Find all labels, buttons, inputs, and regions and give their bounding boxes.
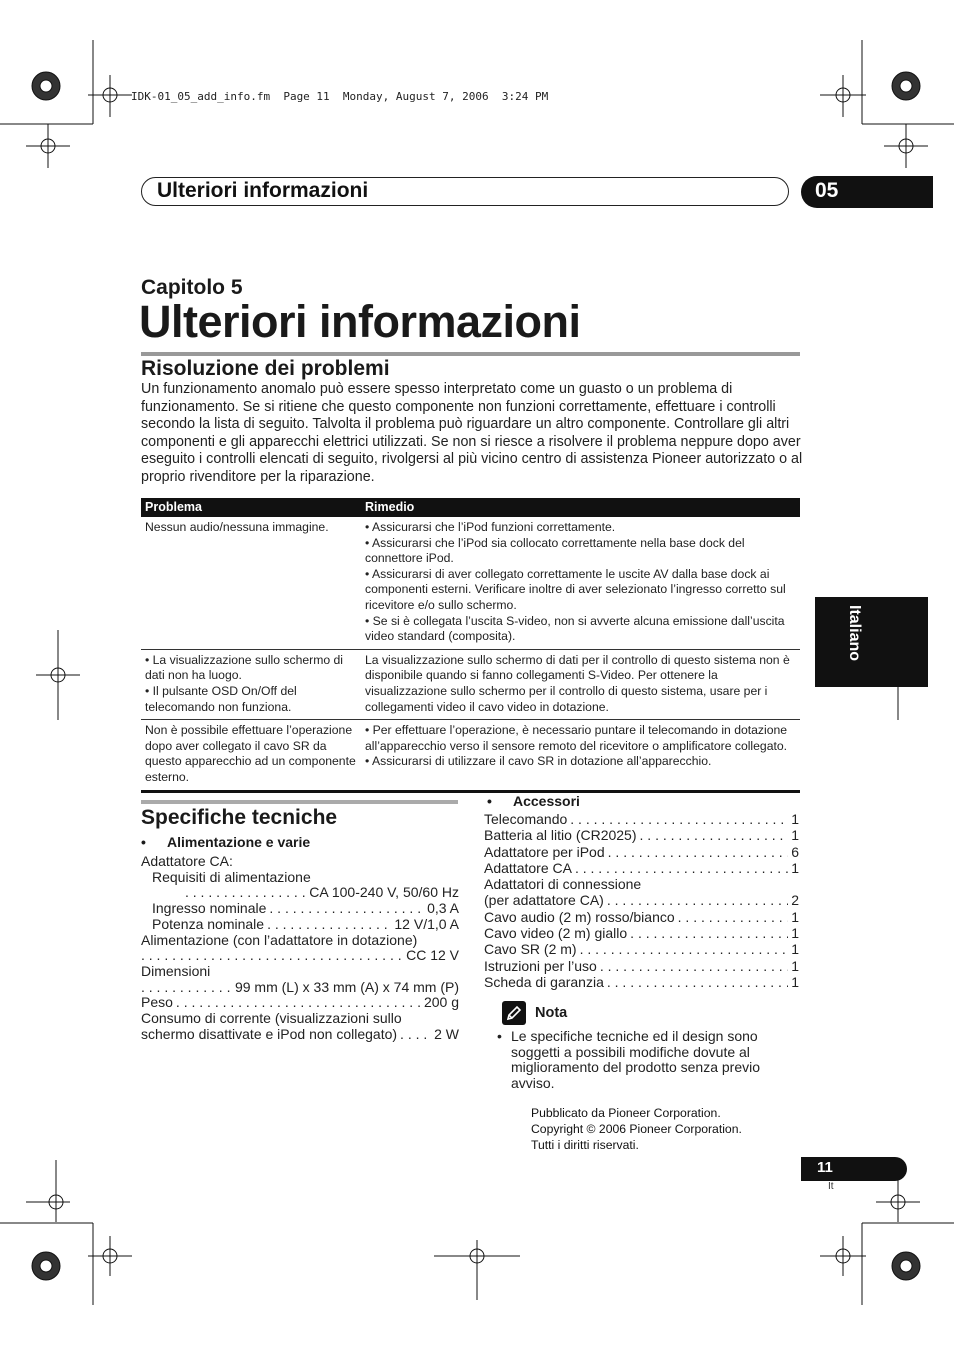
chapter-label: Capitolo 5 bbox=[141, 276, 243, 299]
accessory-label: Adattatore per iPod bbox=[484, 843, 605, 860]
accessory-row bbox=[484, 860, 799, 876]
accessories-heading: Accessori bbox=[513, 793, 580, 809]
language-tab-label: Italiano bbox=[846, 605, 863, 662]
accessory-row bbox=[484, 811, 799, 827]
problem-text: • La visualizzazione sullo schermo di dati non ha luogo. bbox=[145, 652, 344, 683]
troubleshooting-heading: Risoluzione dei problemi bbox=[141, 357, 390, 380]
note-title: Nota bbox=[535, 1005, 568, 1021]
accessories-block bbox=[484, 793, 799, 990]
accessory-row bbox=[484, 876, 799, 892]
remedy-text: • Assicurarsi che l’iPod funzioni correttamente. bbox=[365, 520, 616, 534]
remedy-text: La visualizzazione sullo schermo di dati per il controllo di questo sistema non è disponibile quando si fanno collegamenti S-Video. Per ottenere la visualizzazione sullo schermo per il controllo di questo sistema, usare per i collegamenti video il cavo video in dotazione. bbox=[365, 652, 790, 714]
publisher-block bbox=[531, 1105, 742, 1153]
bullet-icon: • bbox=[497, 1028, 502, 1044]
chapter-number: 05 bbox=[815, 179, 839, 202]
remedy-text: • Per effettuare l’operazione, è necessario puntare il telecomando in dotazione all’apparecchio verso il sensore remoto del ricevitore o amplificatore collegato. bbox=[365, 723, 788, 753]
table-row bbox=[141, 720, 800, 791]
bullet-icon: • bbox=[487, 793, 492, 809]
weight-row bbox=[141, 995, 459, 1011]
req-row bbox=[141, 885, 459, 901]
accessories-list bbox=[484, 811, 799, 990]
accessories-heading-row bbox=[484, 793, 799, 809]
input-value: 0,3 A bbox=[427, 900, 459, 917]
header-title: Ulteriori informazioni bbox=[157, 179, 369, 202]
supply-row bbox=[141, 948, 459, 964]
accessory-label: Adattatori di connessione bbox=[484, 876, 642, 893]
page-number-badge bbox=[801, 1157, 907, 1181]
dim-label: Dimensioni bbox=[141, 962, 211, 979]
bullet-icon: • bbox=[141, 834, 146, 850]
specs-heading: Specifiche tecniche bbox=[141, 806, 338, 829]
supply-value: CC 12 V bbox=[406, 947, 459, 964]
remedy-text: • Assicurarsi di utilizzare il cavo SR in dotazione all’apparecchio. bbox=[365, 754, 712, 769]
remedy-cell bbox=[361, 649, 800, 719]
accessory-row bbox=[484, 941, 799, 957]
supply-label: Alimentazione (con l’adattatore in dotazione) bbox=[141, 931, 418, 948]
accessory-qty: 1 bbox=[791, 973, 799, 990]
accessory-row bbox=[484, 974, 799, 990]
accessory-qty: 1 bbox=[791, 925, 799, 942]
accessory-row bbox=[484, 925, 799, 941]
language-code: It bbox=[828, 1181, 834, 1192]
file-header-text: IDK-01_05_add_info.fm Page 11 Monday, August 7, 2006 3:24 PM bbox=[131, 90, 549, 103]
accessory-label: (per adattatore CA) bbox=[484, 892, 604, 909]
note-item bbox=[497, 1029, 797, 1091]
accessory-label: Batteria al litio (CR2025) bbox=[484, 827, 637, 844]
problem-cell bbox=[141, 720, 361, 791]
accessory-qty: 1 bbox=[791, 811, 799, 827]
page-number: 11 bbox=[817, 1159, 833, 1176]
chapter-number-badge bbox=[801, 176, 933, 208]
problem-text: Non è possibile effettuare l’operazione dopo aver collegato il cavo SR da questo apparecchio ad un componente esterno. bbox=[145, 723, 356, 784]
input-label: Ingresso nominale bbox=[152, 900, 267, 917]
page-title: Ulteriori informazioni bbox=[139, 296, 581, 347]
problem-cell bbox=[141, 517, 361, 649]
accessory-label: Telecomando bbox=[484, 811, 568, 827]
note-text: Le specifiche tecniche ed il design sono soggetti a possibili modifiche dovute al miglioramento del prodotto senza previo avviso. bbox=[511, 1028, 761, 1091]
specs-rule bbox=[141, 800, 458, 804]
power-heading-row bbox=[141, 834, 459, 850]
accessory-row bbox=[484, 958, 799, 974]
table-row bbox=[141, 649, 800, 719]
dim-row bbox=[141, 980, 459, 996]
remedy-cell bbox=[361, 517, 800, 649]
column-header-problem: Problema bbox=[141, 498, 361, 517]
input-row bbox=[141, 901, 459, 917]
accessory-row bbox=[484, 892, 799, 908]
language-side-tab bbox=[815, 597, 928, 687]
table-header-row bbox=[141, 498, 800, 517]
power-heading: Alimentazione e varie bbox=[167, 834, 311, 850]
consumption-row bbox=[141, 1027, 459, 1043]
consumption-label-2: schermo disattivate e iPod non collegato) bbox=[141, 1025, 398, 1042]
problem-text: Nessun audio/nessuna immagine. bbox=[145, 520, 329, 534]
specs-block bbox=[141, 834, 459, 1042]
req-label: Requisiti di alimentazione bbox=[152, 868, 311, 885]
pencil-icon bbox=[502, 1001, 526, 1025]
problem-text: • Il pulsante OSD On/Off del telecomando non funziona. bbox=[145, 683, 297, 714]
publisher-line: Tutti i diritti riservati. bbox=[531, 1138, 639, 1152]
accessory-qty: 1 bbox=[791, 941, 799, 958]
dim-value: 99 mm (L) x 33 mm (A) x 74 mm (P) bbox=[234, 978, 459, 995]
accessory-label: Cavo SR (2 m) bbox=[484, 941, 577, 958]
column-header-remedy: Rimedio bbox=[361, 498, 800, 517]
accessory-row bbox=[484, 844, 799, 860]
accessory-label: Cavo video (2 m) giallo bbox=[484, 925, 628, 942]
accessory-label: Cavo audio (2 m) rosso/bianco bbox=[484, 908, 675, 925]
table-row bbox=[141, 517, 800, 649]
remedy-cell bbox=[361, 720, 800, 791]
publisher-line: Pubblicato da Pioneer Corporation. bbox=[531, 1106, 721, 1120]
troubleshooting-table bbox=[141, 498, 800, 793]
weight-label: Peso bbox=[141, 994, 173, 1011]
adapter-label: Adattatore CA: bbox=[141, 853, 233, 869]
req-value: CA 100-240 V, 50/60 Hz bbox=[309, 884, 459, 901]
accessory-row bbox=[484, 827, 799, 843]
weight-value: 200 g bbox=[423, 994, 459, 1011]
title-rule bbox=[141, 352, 800, 356]
accessory-qty: 2 bbox=[791, 892, 799, 909]
remedy-text: • Se si è collegata l’uscita S-video, non si avverte alcuna emissione dall’uscita video standard (composita). bbox=[365, 613, 785, 644]
accessory-qty: 1 bbox=[791, 908, 799, 925]
accessory-label: Adattatore CA bbox=[484, 859, 572, 876]
remedy-text: • Assicurarsi che l’iPod sia collocato correttamente nella base dock del connettore iPod. bbox=[365, 535, 745, 566]
publisher-line: Copyright © 2006 Pioneer Corporation. bbox=[531, 1122, 742, 1136]
accessory-label: Scheda di garanzia bbox=[484, 973, 604, 990]
accessory-qty: 1 bbox=[791, 827, 799, 844]
accessory-label: Istruzioni per l’uso bbox=[484, 957, 597, 974]
troubleshooting-intro: Un funzionamento anomalo può essere spesso interpretato come un guasto o un problema di funzionamento. Se si ritiene che questo componente non funzioni correttamente, effettuare i controlli secondo la lista di seguito. Talvolta il problema può riguardare un altro componente. Controllare gli altri componenti e gli apparecchi elettrici utilizzati. Se non si riesce a risolvere il problema neppure dopo aver eseguito i controlli elencati di seguito, rivolgersi al più vicino centro di assistenza Pioneer autorizzato o al proprio rivenditore per la riparazione. bbox=[141, 381, 803, 485]
accessory-qty: 1 bbox=[791, 957, 799, 974]
consumption-label: Consumo di corrente (visualizzazioni sullo bbox=[141, 1010, 402, 1027]
output-label: Potenza nominale bbox=[152, 915, 265, 932]
consumption-value: 2 W bbox=[434, 1025, 459, 1042]
problem-cell bbox=[141, 649, 361, 719]
output-row bbox=[141, 917, 459, 933]
accessory-qty: 6 bbox=[791, 843, 799, 860]
accessory-qty: 1 bbox=[791, 859, 799, 876]
accessory-row bbox=[484, 909, 799, 925]
remedy-text: • Assicurarsi di aver collegato correttamente le uscite AV dalla base dock ai componenti esterni. Verificare inoltre di aver selezionato l’ingresso corretto sul ricevitore e/o sullo schermo. bbox=[365, 566, 786, 612]
output-value: 12 V/1,0 A bbox=[394, 915, 459, 932]
